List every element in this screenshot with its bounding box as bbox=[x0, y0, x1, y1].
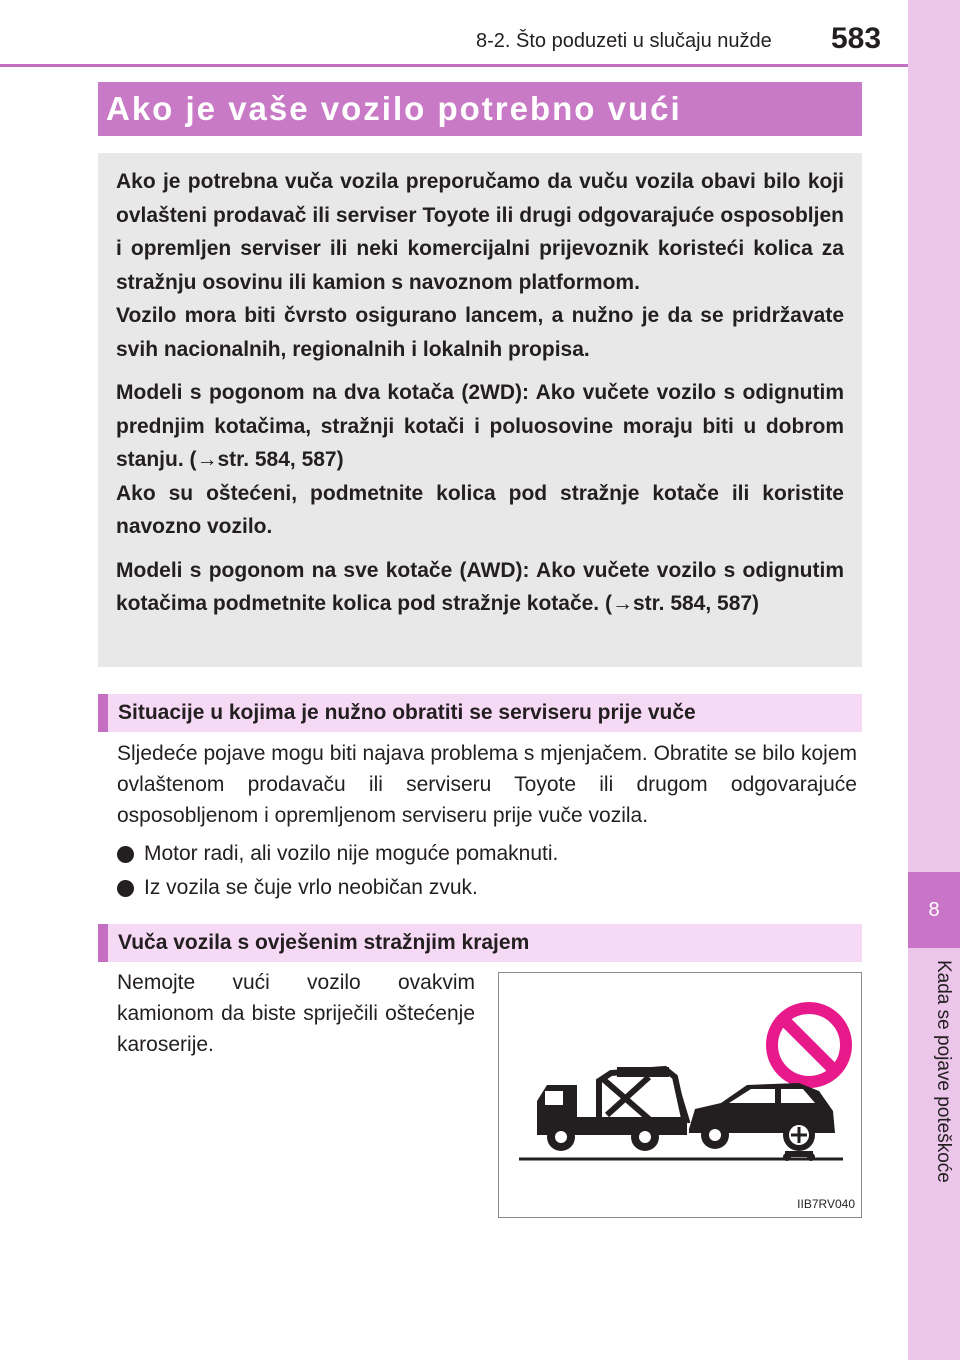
intro-paragraph: Modeli s pogonom na sve kotače (AWD): Ako vučete vozilo s odignutim kotačima podmetnite kolica pod stražnje kotače. (→str. 584, 587) bbox=[116, 558, 844, 615]
intro-paragraph: Ako je potrebna vuča vozila preporučamo da vuču vozila obavi bilo koji ovlašteni prodavač ili serviser Toyote ili drugi odgovarajuće osposobljen i opremljen serviser ili neki komercijalni prijevoznik koristeći kolica za stražnju osovinu ili kamion s navoznom platformom. bbox=[116, 170, 844, 294]
bullet-text: Motor radi, ali vozilo nije moguće pomaknuti. bbox=[144, 842, 559, 865]
figure-code: IIB7RV040 bbox=[797, 1197, 855, 1211]
page-number: 583 bbox=[831, 22, 882, 55]
intro-paragraph: Modeli s pogonom na dva kotača (2WD): Ako vučete vozilo s odignutim prednjim kotačima, stražnji kotači i poluosovine moraju biti u dobrom stanju. (→str. 584, 587) bbox=[116, 381, 844, 471]
main-title-text: Ako je vaše vozilo potrebno vući bbox=[106, 90, 682, 127]
side-tab-chapter-number[interactable]: 8 bbox=[908, 872, 960, 948]
section-heading-towing bbox=[98, 924, 862, 962]
bullet-icon bbox=[117, 846, 134, 863]
prohibition-icon bbox=[772, 1008, 846, 1082]
tow-truck-illustration bbox=[499, 973, 860, 1216]
towed-car-icon bbox=[689, 1083, 835, 1161]
section-heading-text: Situacije u kojima je nužno obratiti se serviseru prije vuče bbox=[118, 701, 696, 724]
bullet-item bbox=[117, 876, 857, 900]
header-rule bbox=[0, 64, 908, 67]
section-towing-text: Nemojte vući vozilo ovakvim kamionom da biste spriječili oštećenje karoserije. bbox=[117, 971, 475, 1056]
intro-paragraph: Vozilo mora biti čvrsto osigurano lancem, a nužno je da se pridržavate svih nacionalnih, regionalnih i lokalnih propisa. bbox=[116, 304, 844, 361]
intro-paragraph: Ako su oštećeni, podmetnite kolica pod stražnje kotače ili koristite navozno vozilo. bbox=[116, 481, 844, 538]
intro-box bbox=[98, 153, 862, 667]
bullet-item bbox=[117, 842, 857, 866]
tow-truck-icon bbox=[537, 1067, 689, 1151]
chapter-heading: 8-2. Što poduzeti u slučaju nužde bbox=[476, 30, 772, 52]
side-tab-title: Kada se pojave poteškoće bbox=[933, 960, 954, 1183]
bullet-icon bbox=[117, 880, 134, 897]
main-title bbox=[98, 82, 862, 136]
section-heading-service bbox=[98, 694, 862, 732]
section-heading-text: Vuča vozila s ovješenim stražnjim krajem bbox=[118, 931, 530, 954]
section-service-text: Sljedeće pojave mogu biti najava problema s mjenjačem. Obratite se bilo kojem ovlaštenom prodavaču ili serviseru Toyote ili drugom odgovarajuće osposobljenom i opremljenom serviseru prije vuče vozila. bbox=[117, 742, 857, 827]
tow-illustration bbox=[498, 972, 862, 1218]
bullet-text: Iz vozila se čuje vrlo neobičan zvuk. bbox=[144, 876, 478, 899]
